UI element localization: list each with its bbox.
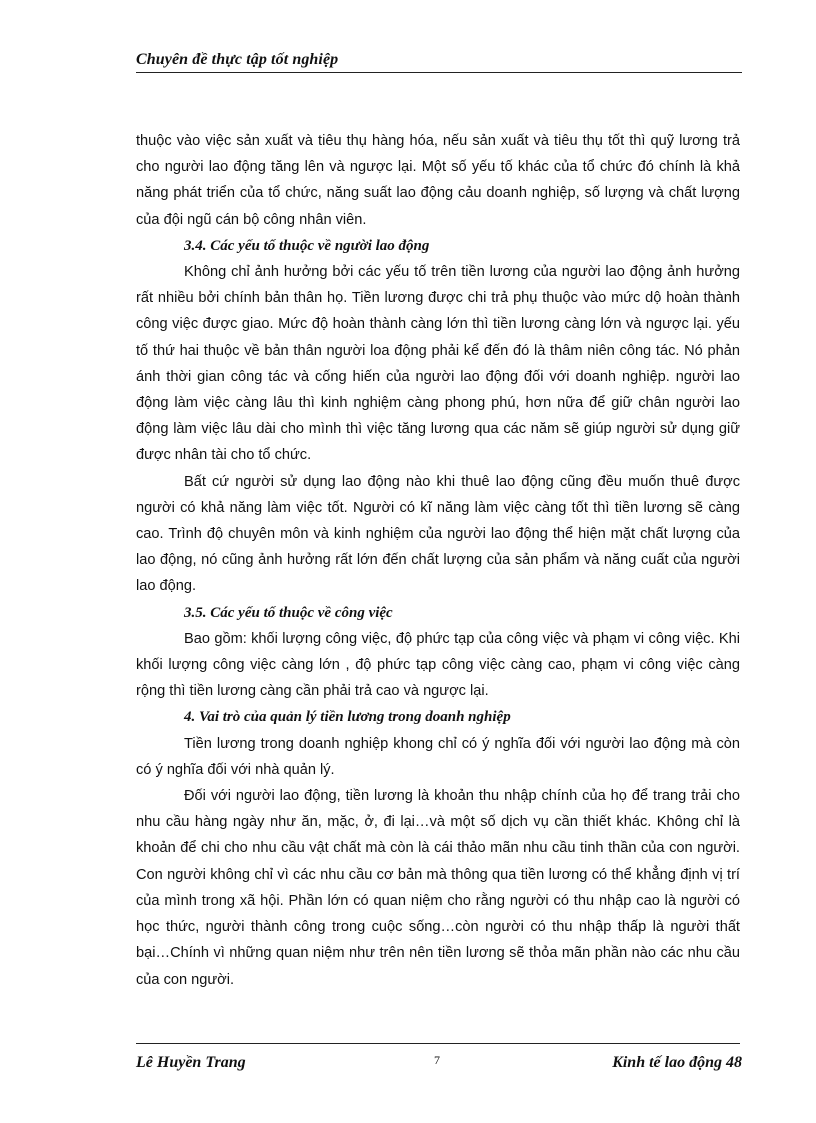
paragraph-continued: thuộc vào việc sản xuất và tiêu thụ hàng hóa, nếu sản xuất và tiêu thụ tốt thì quỹ lương trả cho người lao động tăng lên và ngược lại. Một số yếu tố khác của tổ chức đó chính là khả năng phát triển của tổ chức, năng suất lao động cảu doanh nghiệp, số lượng và chất lượng của đội ngũ cán bộ công nhân viên.	[136, 133, 740, 228]
page-number: 7	[434, 1053, 440, 1067]
paragraph-job-factors: Bao gồm: khối lượng công việc, độ phức tạp của công việc và phạm vi công việc. Khi khối lượng công việc càng lớn , độ phức tạp công việc càng cao, phạm vi công việc càng rộng thì tiền lương càng cần phải trả cao và ngược lại.	[136, 630, 740, 700]
section-heading-4: 4. Vai trò của quản lý tiền lương trong doanh nghiệp	[184, 709, 511, 726]
footer-author: Lê Huyền Trang	[136, 1054, 246, 1071]
paragraph-role-workers: Đối với người lao động, tiền lương là khoản thu nhập chính của họ để trang trải cho nhu cầu hàng ngày như ăn, mặc, ở, đi lại…và một số dịch vụ cần thiết khác. Không chỉ là khoản để chi cho nhu cầu vật chất mà còn là cái thảo mãn nhu cầu tinh thần của con người. Con người không chỉ vì các nhu cầu cơ bản mà thông qua tiền lương có thể khẳng định vị trí của mình trong xã hội. Phần lớn có quan niệm cho rằng người có thu nhập cao là người có học thức, người thành công trong cuộc sống…còn người có thu nhập thấp là người thất bại…Chính vì những quan niệm như trên nên tiền lương sẽ thỏa mãn phần nào các nhu cầu của con người.	[136, 788, 740, 988]
footer-department: Kinh tế lao động 48	[612, 1054, 742, 1071]
section-heading-3-4: 3.4. Các yếu tố thuộc về người lao động	[184, 237, 430, 254]
page-header	[136, 50, 742, 73]
footer-divider	[136, 1043, 740, 1044]
section-heading-3-5: 3.5. Các yếu tố thuộc về công việc	[184, 604, 393, 621]
paragraph-employer-hiring: Bất cứ người sử dụng lao động nào khi thuê lao động cũng đều muốn thuê được người có khả năng làm việc tốt. Người có kĩ năng làm việc càng tốt thì tiền lương sẽ càng cao. Trình độ chuyên môn và kinh nghiệm của người lao động thể hiện mặt chất lượng của lao động, nó cũng ảnh hưởng rất lớn đến chất lượng của sản phẩm và năng cuất của người lao động.	[136, 473, 740, 595]
paragraph-worker-factors: Không chỉ ảnh hưởng bởi các yếu tố trên tiền lương của người lao động ảnh hưởng rất nhiều bởi chính bản thân họ. Tiền lương được chi trả phụ thuộc vào mức dộ hoàn thành công việc được giao. Mức độ hoàn thành càng lớn thì tiền lương càng lớn và ngược lại. yếu tố thứ hai thuộc về bản thân người loa động phải kể đến đó là thâm niên công tác. Nó phản ánh thời gian công tác và cống hiến của người lao động đối với doanh nghiệp. người lao động làm việc càng lâu thì kinh nghiệm càng phong phú, hơn nữa để giữ chân người lao động làm việc lâu dài cho mình thì việc tăng lương qua các năm sẽ giúp người sử dụng giữ được nhân tài cho tổ chức.	[136, 264, 740, 464]
header-title: Chuyên đề thực tập tốt nghiệp	[136, 51, 339, 68]
document-body	[136, 128, 740, 993]
paragraph-role-intro: Tiền lương trong doanh nghiệp khong chỉ có ý nghĩa đối với người lao động mà còn có ý nghĩa đối với nhà quản lý.	[136, 735, 740, 778]
